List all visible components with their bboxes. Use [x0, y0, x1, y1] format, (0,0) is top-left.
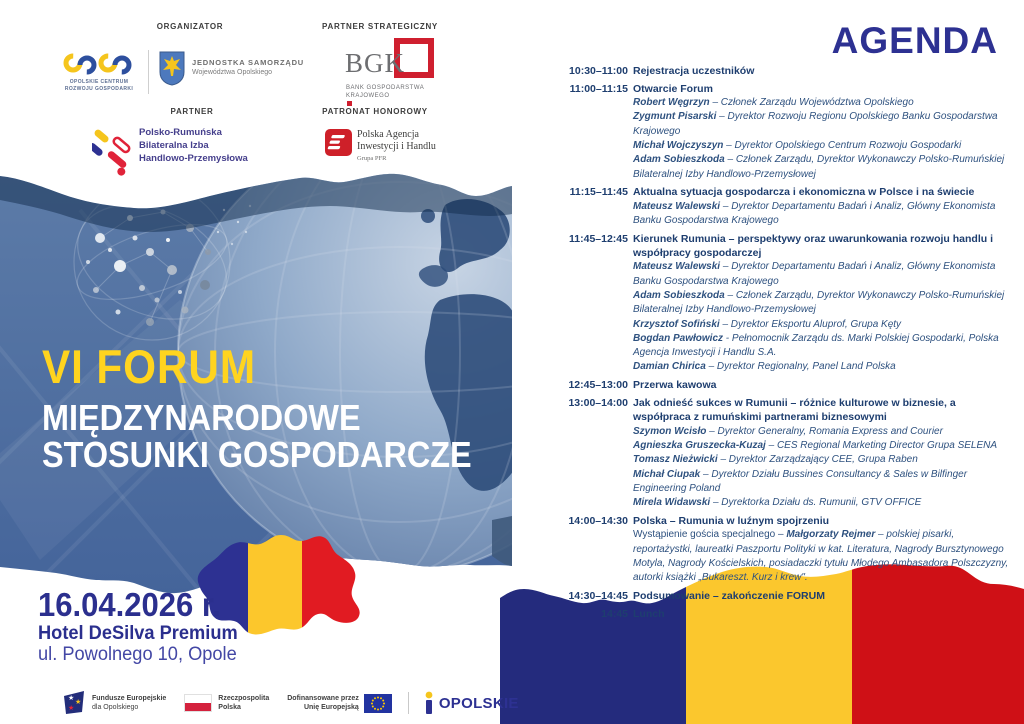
agenda-item-title: Przerwa kawowa [633, 379, 717, 392]
opolskie-logo-icon [423, 691, 435, 715]
bgk-caption: BANK GOSPODARSTWA KRAJOWEGO [346, 85, 425, 99]
speaker-line: Zygmunt Pisarski – Dyrektor Rozwoju Regionu Opolskiego Banku Gospodarstwa Krajowego [633, 111, 998, 137]
svg-text:★: ★ [68, 695, 75, 702]
chamber-caption: Polsko-Rumuńska Bilateralna Izba Handlowo-Przemysłowa [139, 127, 248, 164]
fe-caption: Fundusze Europejskie dla Opolskiego [92, 695, 167, 711]
speaker-line: Michał Wojczyszyn – Dyrektor Opolskiego Centrum Rozwoju Gospodarki [633, 139, 962, 151]
chamber-logo-icon [92, 120, 138, 176]
event-address: ul. Powolnego 10, Opole [38, 644, 237, 665]
agenda-item [566, 396, 1012, 510]
speaker-line: Mateusz Walewski – Dyrektor Departamentu Badań i Analiz, Główny Ekonomista Banku Gospodarstwa Krajowego [633, 200, 996, 226]
agenda-item-title: Kierunek Rumunia – perspektywy oraz uwarunkowania rozwoju handlu i współpracy gospodarczej [633, 232, 993, 260]
partner-strategic-label: PARTNER STRATEGICZNY [322, 22, 438, 31]
ocrg-logo-icon [62, 52, 136, 76]
agenda-time: 13:00–14:00 [568, 397, 628, 410]
funding-logos-bar [62, 686, 519, 720]
agenda-item-title: Aktualna sytuacja gospodarcza i ekonomiczna w Polsce i na świecie [633, 186, 975, 199]
jst-caption: JEDNOSTKA SAMORZĄDU Województwa Opolskiego [192, 58, 305, 76]
agenda-time: 12:45–13:00 [568, 379, 628, 392]
speaker-line: Mirela Widawski – Dyrektorka Działu ds. Rumunii, GTV OFFICE [633, 497, 922, 509]
agenda-item [566, 378, 1012, 392]
speaker-line: Mateusz Walewski – Dyrektor Departamentu Badań i Analiz, Główny Ekonomista Banku Gospodarstwa Krajowego [633, 261, 996, 287]
agenda-item-title: Rejestracja uczestników [633, 65, 755, 77]
speaker-line: Michał Ciupak – Dyrektor Działu Bussines Consultancy & Sales w Bilfinger Engineering Poland [633, 468, 968, 494]
speaker-line: Damian Chirica – Dyrektor Regionalny, Panel Land Polska [633, 361, 896, 373]
speaker-line: Szymon Wcisło – Dyrektor Generalny, Romania Express and Courier [633, 425, 943, 437]
event-venue: Hotel DeSilva Premium [38, 623, 238, 644]
event-date: 16.04.2026 r. [38, 586, 221, 623]
agenda-time: 10:30–11:00 [569, 65, 628, 77]
bgk-abbr: BGK [345, 48, 406, 78]
forum-subtitle-line2: STOSUNKI GOSPODARCZE [42, 434, 472, 475]
agenda-item-title: Polska – Rumunia w luźnym spojrzeniu [633, 514, 830, 527]
svg-text:★: ★ [68, 705, 75, 712]
fe-logo-icon [62, 689, 86, 717]
speaker-line: Adam Sobieszkoda – Członek Zarządu, Dyrektor Wykonawczy Polsko-Rumuńskiej Bilateralnej Izby Handlowo-Przemysłowej [633, 289, 1005, 316]
organizer-label: ORGANIZATOR [156, 22, 224, 31]
agenda-item [566, 232, 1012, 375]
agenda-item [566, 185, 1012, 228]
ocrg-logo-caption: OPOLSKIE CENTRUM ROZWOJU GOSPODARKI [64, 79, 134, 92]
agenda-time: 14:00–14:30 [568, 514, 628, 527]
paih-logo-icon [325, 129, 352, 156]
special-guest-note: Wystąpienie gościa specjalnego – Małgorzaty Rejmer – polskiej pisarki, reportażystki, laureatki Paszportu Polityki w kat. Literatura, Nagrody Bursztynowego Motyla, Nagrody Kościelskich, posiadaczki tytułu Młodego Ambasadora Polszczyzny, autorki książki „Bukareszt. Kurz i krew". [633, 529, 1009, 584]
partner-label: PARTNER [170, 107, 214, 116]
speaker-line: Krzysztof Sofiński – Dyrektor Eksportu Aluprof, Grupa Kęty [633, 318, 902, 330]
pole-starburst-icon [344, 104, 440, 158]
eu-caption: Dofinansowane przez Unię Europejską [287, 695, 359, 711]
speaker-line: Bogdan Pawłowicz - Pełnomocnik Zarządu ds. Marki Polskiej Gospodarki, Polska Agencja Inwestycji i Handlu S.A. [633, 332, 999, 359]
eu-flag-icon [364, 694, 392, 713]
forum-title: VI FORUM [42, 340, 257, 393]
agenda-item [566, 82, 1012, 182]
agenda-time: 11:45–12:45 [569, 232, 628, 245]
agenda-item-title: Otwarcie Forum [633, 82, 713, 95]
poland-flag-icon [184, 694, 212, 712]
speaker-line: Adam Sobieszkoda – Członek Zarządu, Dyrektor Wykonawczy Polsko-Rumuńskiej Bilateralnej Izby Handlowo-Przemysłowej [633, 154, 1005, 180]
forum-subtitle-line1: MIĘDZYNARODOWE [42, 397, 361, 438]
agenda-item-title: Jak odnieść sukces w Rumunii – różnice kulturowe w biznesie, a współpraca z rumuńskimi partnerami biznesowymi [633, 397, 956, 424]
rp-caption: Rzeczpospolita Polska [218, 695, 270, 711]
agenda-item [566, 514, 1012, 585]
footer-divider [408, 692, 409, 714]
agenda-item [566, 607, 1012, 621]
agenda-list [566, 64, 1012, 624]
paih-caption: Polska Agencja Inwestycji i Handlu Grupa PFR [357, 129, 436, 162]
opolskie-wordmark: OPOLSKIE [438, 694, 519, 712]
agenda-title: AGENDA [831, 20, 998, 61]
patronage-label: PATRONAT HONOROWY [322, 107, 428, 116]
svg-text:★: ★ [75, 699, 82, 706]
speaker-line: Tomasz Nieżwicki – Dyrektor Zarządzający CEE, Grupa Raben [633, 454, 918, 466]
agenda-item-title: Podsumowanie – zakończenie FORUM [633, 589, 825, 602]
agenda-item [566, 64, 1012, 78]
agenda-time: 14:45 [601, 607, 628, 620]
agenda-time: 14:30–14:45 [568, 589, 628, 602]
agenda-item-title: Lunch [633, 607, 665, 620]
agenda-time: 11:00–11:15 [569, 82, 628, 95]
speaker-line: Agnieszka Gruszecka-Kuzaj – CES Regional Marketing Director Grupa SELENA [633, 439, 998, 451]
opolskie-eagle-icon [158, 50, 186, 86]
agenda-item [566, 589, 1012, 603]
agenda-time: 11:15–11:45 [569, 186, 628, 199]
speaker-line: Robert Węgrzyn – Członek Zarządu Województwa Opolskiego [633, 97, 914, 109]
